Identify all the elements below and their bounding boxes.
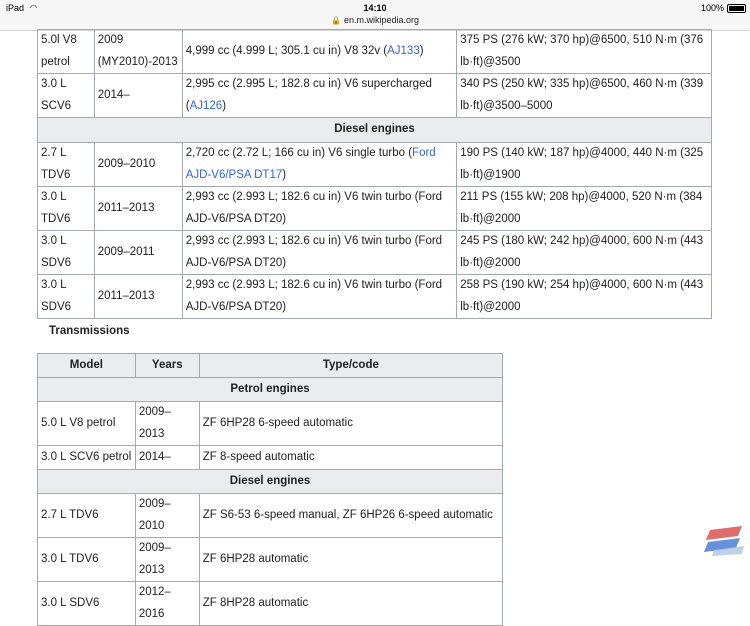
engine-displacement: 2,720 cc (2.72 L; 166 cu in) V6 single turbo (Ford AJD-V6/PSA DT17) — [182, 143, 457, 187]
trans-years: 2009–2013 — [135, 402, 199, 446]
address-bar[interactable] — [0, 15, 750, 25]
trans-model: 5.0 L V8 petrol — [38, 402, 136, 446]
engine-link[interactable]: AJ126 — [189, 99, 223, 112]
engine-displacement: 2,993 cc (2.993 L; 182.6 cu in) V6 twin turbo (Ford AJD-V6/PSA DT20) — [182, 275, 457, 319]
table-row — [38, 402, 503, 446]
table-row — [38, 275, 712, 319]
petrol-engines-header: Petrol engines — [38, 378, 503, 402]
column-header-years: Years — [135, 354, 199, 378]
engine-years: 2009–2011 — [94, 231, 182, 275]
engine-years: 2014– — [94, 74, 182, 118]
trans-model: 3.0 L SCV6 petrol — [38, 446, 136, 470]
engine-link[interactable]: Ford AJD-V6/PSA DT17 — [185, 147, 436, 181]
engine-years: 2009 (MY2010)-2013 — [94, 30, 182, 74]
trans-type: ZF 8-speed automatic — [199, 446, 502, 470]
column-header-model: Model — [38, 354, 136, 378]
engine-model: 3.0 L SDV6 — [38, 231, 95, 275]
transmissions-table — [37, 353, 503, 626]
engine-displacement: 2,993 cc (2.993 L; 182.6 cu in) V6 twin turbo (Ford AJD-V6/PSA DT20) — [182, 187, 457, 231]
device-name: iPad — [6, 3, 25, 13]
engine-years: 2011–2013 — [94, 187, 182, 231]
table-row — [38, 494, 503, 538]
engine-model: 2.7 L TDV6 — [38, 143, 95, 187]
engines-table — [37, 29, 712, 319]
clock: 14:10 — [363, 3, 387, 13]
engine-model: 5.0l V8 petrol — [38, 30, 95, 74]
engine-power: 340 PS (250 kW; 335 hp)@6500, 460 N·m (339 lb·ft)@3500–5000 — [457, 74, 712, 118]
trans-years: 2009–2013 — [135, 538, 199, 582]
table-row — [38, 74, 712, 118]
wifi-icon: ◠ — [30, 3, 37, 12]
engine-power: 375 PS (276 kW; 370 hp)@6500, 510 N·m (376 lb·ft)@3500 — [457, 30, 712, 74]
table-row — [38, 187, 712, 231]
trans-type: ZF S6-53 6-speed manual, ZF 6HP26 6-speed automatic — [199, 494, 502, 538]
engine-model: 3.0 L SCV6 — [38, 74, 95, 118]
diesel-engines-header: Diesel engines — [38, 118, 712, 143]
trans-type: ZF 6HP28 automatic — [199, 538, 502, 582]
engine-power: 190 PS (140 kW; 187 hp)@4000, 440 N·m (325 lb·ft)@1900 — [457, 143, 712, 187]
table-row — [38, 538, 503, 582]
section-header-row — [38, 118, 712, 143]
engine-link[interactable]: AJ133 — [387, 44, 420, 57]
engine-displacement: 2,995 cc (2.995 L; 182.8 cu in) V6 supercharged (AJ126) — [182, 74, 457, 118]
engine-displacement: 2,993 cc (2.993 L; 182.6 cu in) V6 twin turbo (Ford AJD-V6/PSA DT20) — [182, 231, 457, 275]
engine-model: 3.0 L SDV6 — [38, 275, 95, 319]
section-header-row — [38, 470, 503, 494]
trans-model: 2.7 L TDV6 — [38, 494, 136, 538]
trans-model: 3.0 L TDV6 — [38, 538, 136, 582]
trans-model: 3.0 L SDV6 — [38, 582, 136, 626]
battery-icon — [727, 4, 746, 13]
engine-power: 258 PS (190 kW; 254 hp)@4000, 600 N·m (443 lb·ft)@2000 — [457, 275, 712, 319]
engine-model: 3.0 L TDV6 — [38, 187, 95, 231]
engine-power: 245 PS (180 kW; 242 hp)@4000, 600 N·m (443 lb·ft)@2000 — [457, 231, 712, 275]
trans-years: 2012–2016 — [135, 582, 199, 626]
url-text: en.m.wikipedia.org — [343, 15, 419, 25]
trans-years: 2009–2010 — [135, 494, 199, 538]
trans-type: ZF 8HP28 automatic — [199, 582, 502, 626]
table-row — [38, 231, 712, 275]
table-row — [38, 582, 503, 626]
lock-icon: 🔒 — [330, 16, 341, 25]
status-bar — [0, 0, 750, 31]
table-row — [38, 30, 712, 74]
diesel-engines-header: Diesel engines — [38, 470, 503, 494]
battery-percent: 100% — [700, 3, 724, 13]
table-row — [38, 446, 503, 470]
column-header-type: Type/code — [199, 354, 502, 378]
table-row — [38, 143, 712, 187]
watermark-logo-icon — [702, 526, 746, 556]
engine-years: 2011–2013 — [94, 275, 182, 319]
engine-displacement: 4,999 cc (4.999 L; 305.1 cu in) V8 32v (AJ133) — [182, 30, 457, 74]
header-row — [38, 354, 503, 378]
section-header-row — [38, 378, 503, 402]
trans-years: 2014– — [135, 446, 199, 470]
engine-power: 211 PS (155 kW; 208 hp)@4000, 520 N·m (384 lb·ft)@2000 — [457, 187, 712, 231]
transmissions-heading: Transmissions — [49, 325, 130, 337]
engine-years: 2009–2010 — [94, 143, 182, 187]
trans-type: ZF 6HP28 6-speed automatic — [199, 402, 502, 446]
